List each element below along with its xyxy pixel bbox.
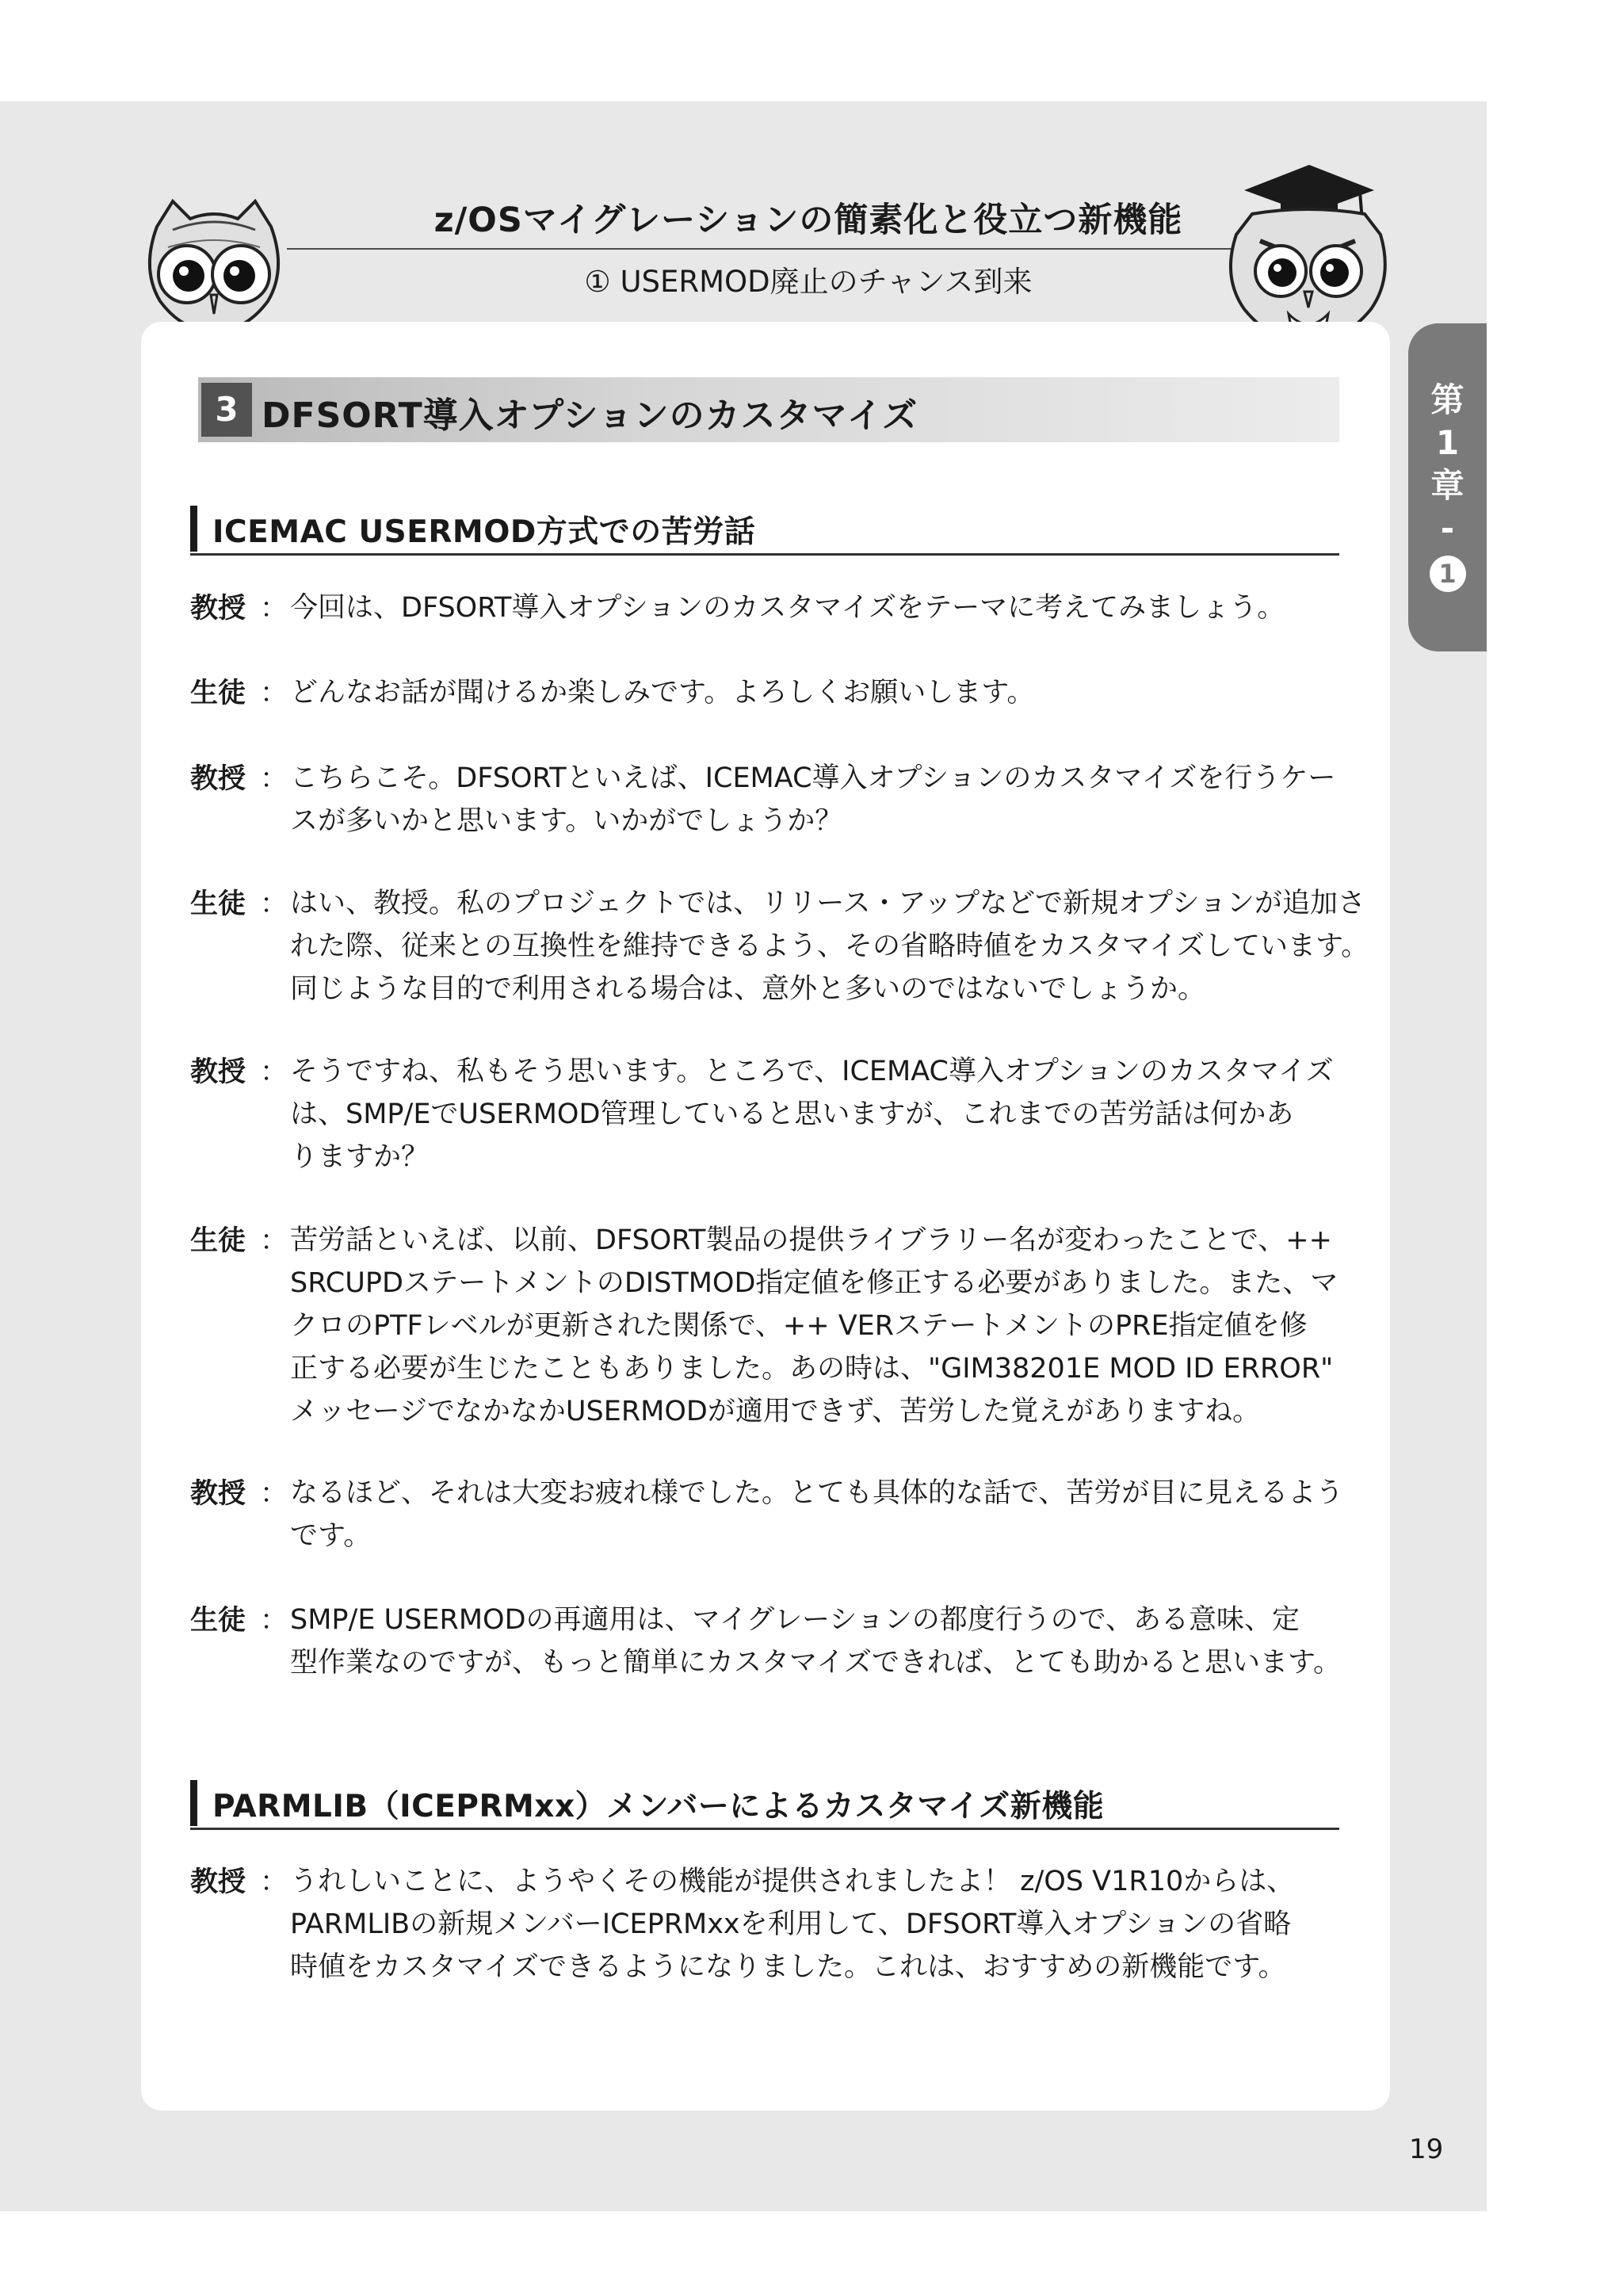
speaker-label: 生徒: [190, 888, 246, 920]
dialogue-text: うれしいことに、ようやくその機能が提供されましたよ！ z/OS V1R10からは、 PARMLIBの新規メンバーICEPRMxxを利用して、DFSORT導入オプションの省略 時値をカスタマイズできるようになりました。これは、おすすめの新機能です。: [290, 1866, 1295, 1983]
dialogue-text: はい、教授。私のプロジェクトでは、リリース・アップなどで新規オプションが追加さ れた際、従来との互換性を維持できるよう、その省略時値をカスタマイズしています。 同じような目的で利用される場合は、意外と多いのではないでしょうか。: [290, 888, 1369, 1005]
speaker-label: 教授: [190, 1056, 246, 1088]
speaker-label: 生徒: [190, 678, 246, 709]
article-title: z/OSマイグレーションの簡素化と役立つ新機能: [433, 201, 1183, 240]
subheading-marker: [190, 506, 197, 552]
dialogue-text: なるほど、それは大変お疲れ様でした。とても具体的な話で、苦労が目に見えるよう です。: [290, 1477, 1344, 1552]
subheading-text: ICEMAC USERMOD方式での苦労話: [212, 514, 756, 550]
speaker-label: 生徒: [190, 1605, 246, 1637]
owl-mascot-left-icon: [141, 198, 287, 333]
speaker-label: 生徒: [190, 1225, 246, 1257]
speaker-colon: ：: [260, 888, 288, 920]
speaker-colon: ：: [260, 1056, 288, 1088]
dialogue-text: 苦労話といえば、以前、DFSORT製品の提供ライブラリー名が変わったことで、++ SRCUPDステートメントのDISTMOD指定値を修正する必要がありました。また、マ クロのPTFレベルが更新された関係で、++ VERステートメントのPRE指定値を修 正する必要が生じたこともありました。あの時は、"GIM38201E MOD ID ERROR" メッセージでなかなかUSERMODが適用できず、苦労した覚えがありますね。: [290, 1224, 1338, 1427]
dialogue-text: そうですね、私もそう思います。ところで、ICEMAC導入オプションのカスタマイズ は、SMP/EでUSERMOD管理していると思いますが、これまでの苦労話は何かあ りますか？: [290, 1056, 1334, 1173]
subheading-2: [190, 1775, 1339, 1830]
speaker-colon: ：: [260, 678, 288, 709]
speaker-colon: ：: [260, 1478, 288, 1510]
subheading-text: PARMLIB（ICEPRMxx）メンバーによるカスタマイズ新機能: [212, 1789, 1105, 1824]
page-number: 19: [1409, 2134, 1444, 2165]
dialogue-text: どんなお話が聞けるか楽しみです。よろしくお願いします。: [290, 677, 1035, 709]
speaker-label: 教授: [190, 1478, 246, 1510]
speaker-label: 教授: [190, 763, 246, 795]
speaker-colon: ：: [260, 593, 288, 625]
chapter-section-badge: 1: [1430, 556, 1466, 592]
dialogue-text: こちらこそ。DFSORTといえば、ICEMAC導入オプションのカスタマイズを行うケー スが多いかと思います。いかがでしょうか？: [290, 762, 1336, 837]
subheading-1: [190, 501, 1339, 556]
article-subtitle: ① USERMOD廃止のチャンス到来: [584, 265, 1033, 299]
speaker-colon: ：: [260, 1866, 288, 1898]
speaker-label: 教授: [190, 593, 246, 625]
speaker-colon: ：: [260, 1605, 288, 1637]
section-title: DFSORT導入オプションのカスタマイズ: [262, 395, 918, 436]
subheading-marker: [190, 1780, 197, 1826]
section-number: 3: [201, 383, 252, 437]
owl-professor-mascot-icon: [1212, 159, 1400, 349]
speaker-label: 教授: [190, 1866, 246, 1898]
dialogue-text: 今回は、DFSORT導入オプションのカスタマイズをテーマに考えてみましょう。: [290, 592, 1285, 624]
dialogue-text: SMP/E USERMODの再適用は、マイグレーションの都度行うので、ある意味、定 型作業なのですが、もっと簡単にカスタマイズできれば、とても助かると思います。: [290, 1604, 1342, 1679]
title-rule: [287, 248, 1241, 250]
chapter-tab-label: 第 1 章 - 1: [1408, 379, 1487, 593]
speaker-colon: ：: [260, 1225, 288, 1257]
speaker-colon: ：: [260, 763, 288, 795]
